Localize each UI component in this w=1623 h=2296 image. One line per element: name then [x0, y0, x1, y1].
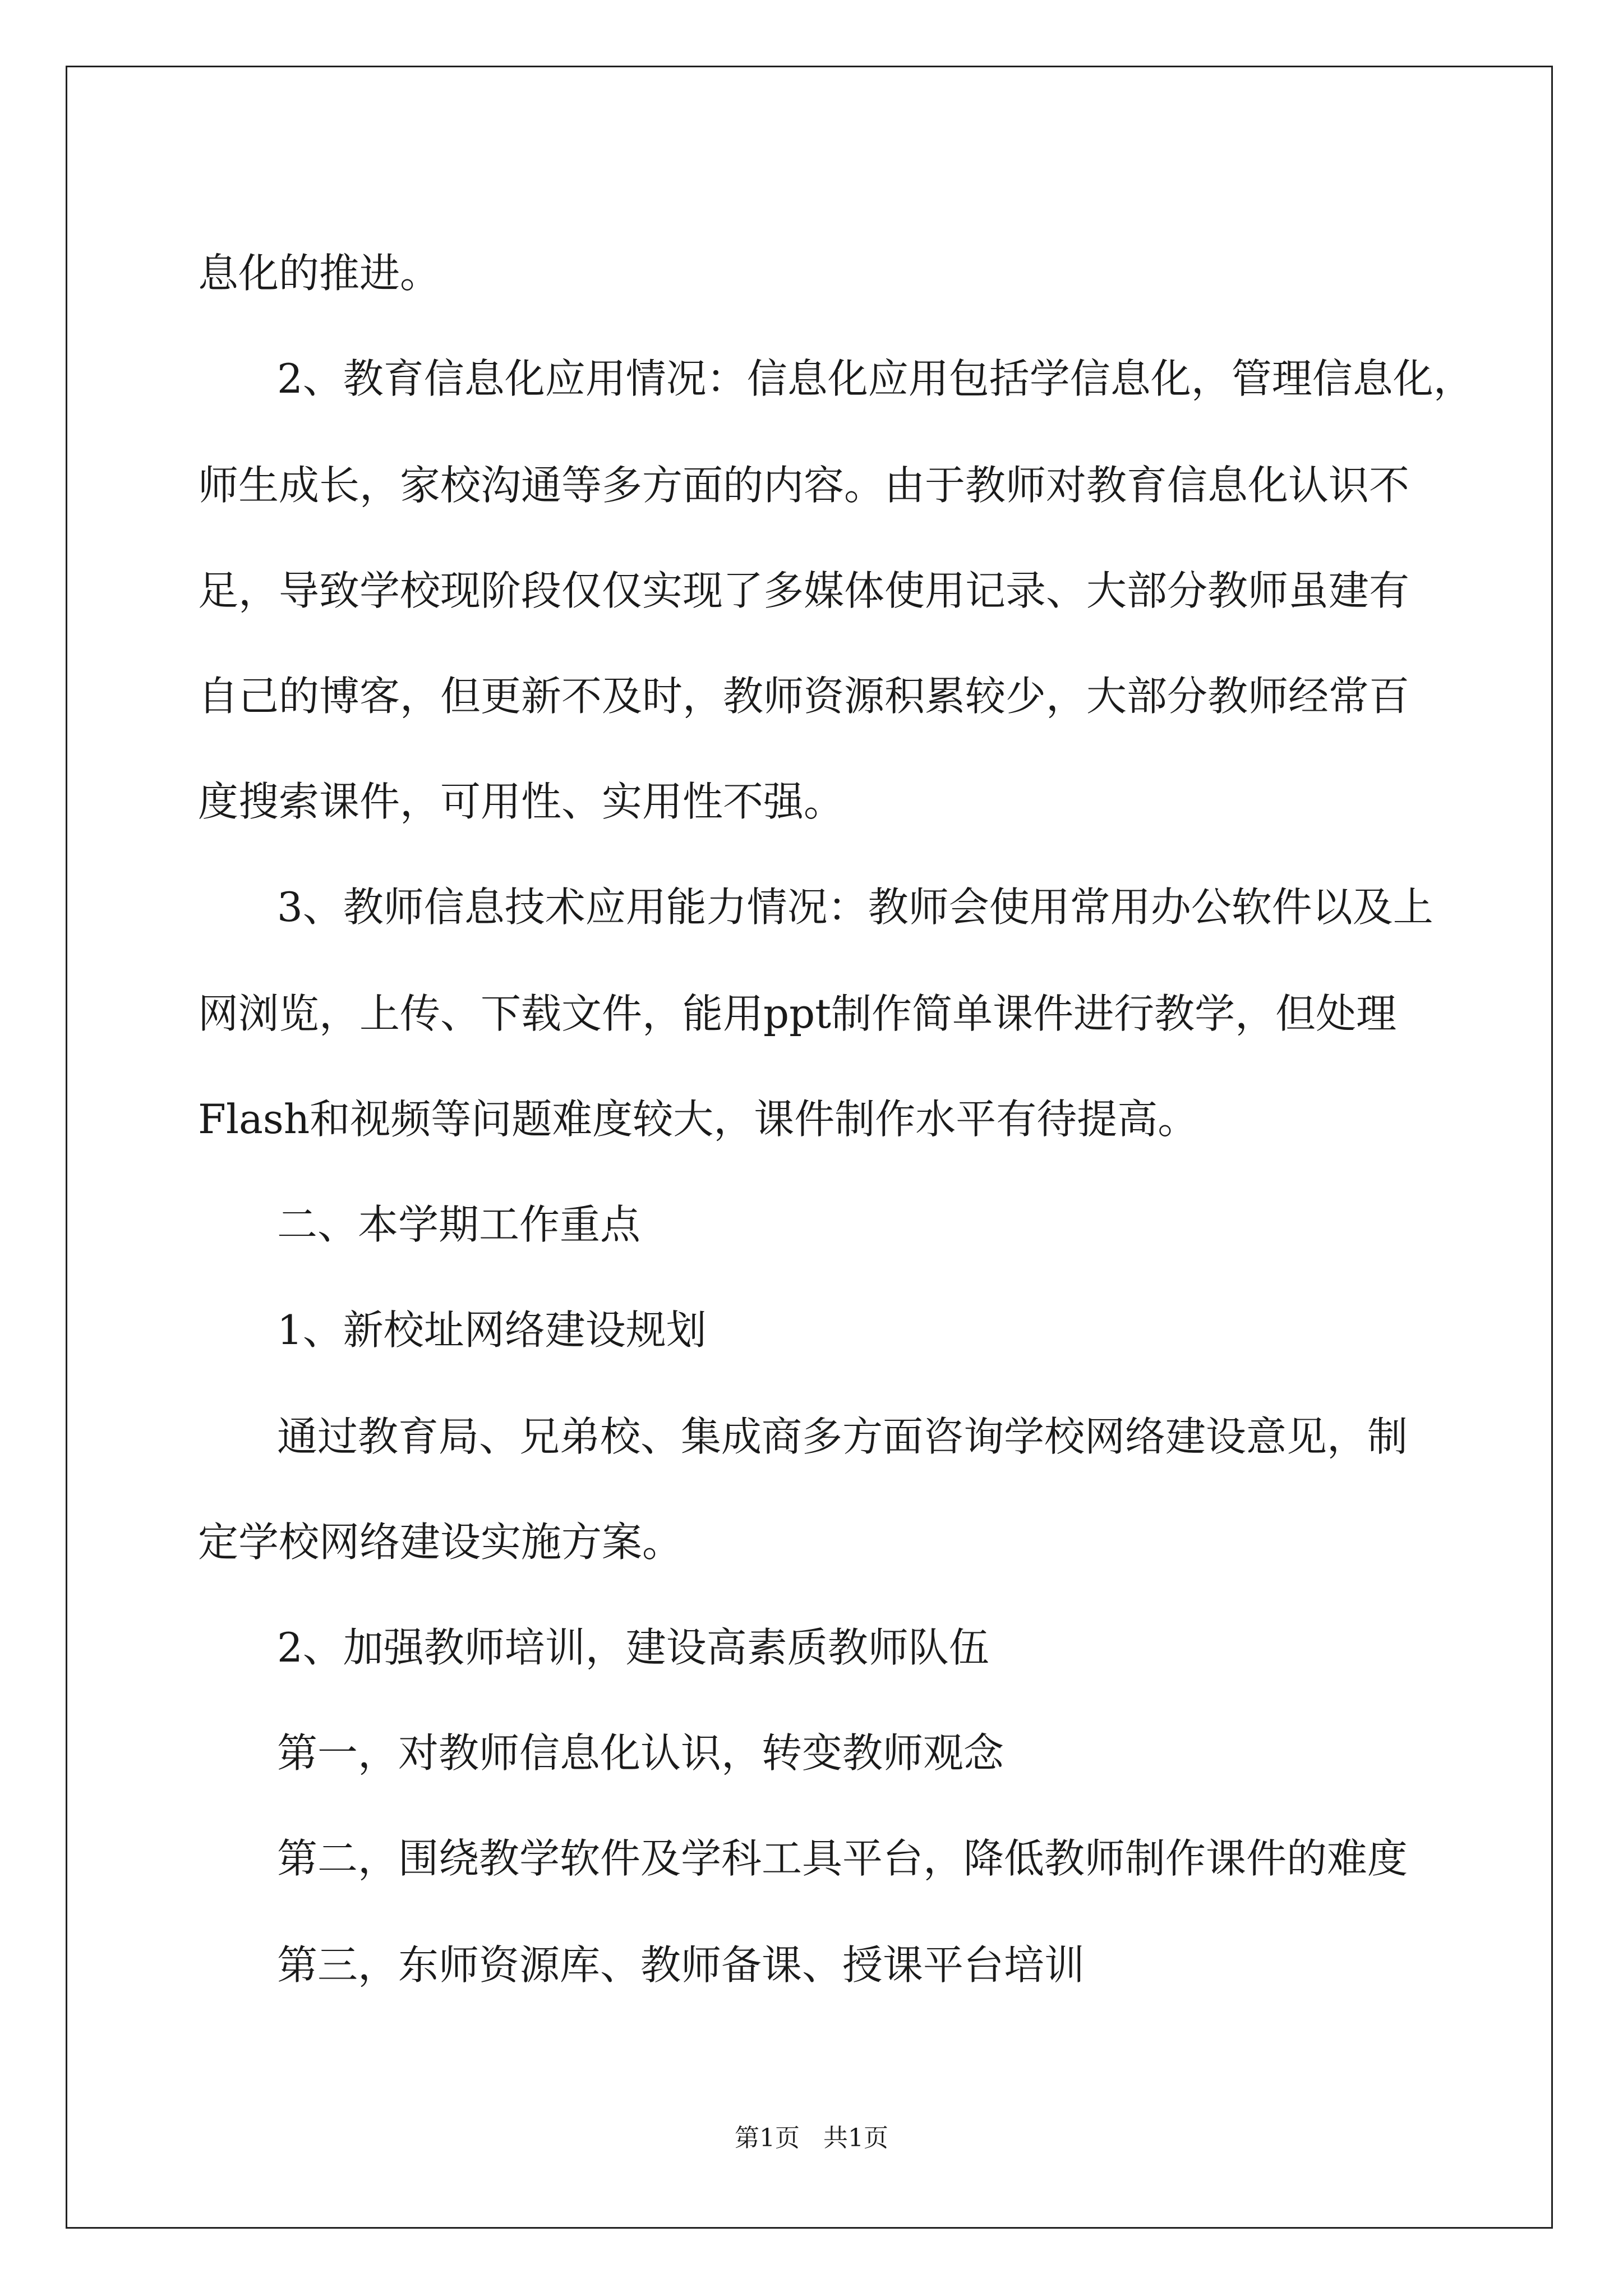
text-line: 度搜索课件，可用性、实用性不强。: [198, 778, 845, 825]
text-line: 网浏览，上传、下载文件，能用ppt制作简单课件进行教学，但处理: [198, 990, 1397, 1037]
page-number-footer: 第1页 共1页: [735, 2124, 888, 2152]
text-line: 第三，东师资源库、教师备课、授课平台培训: [277, 1941, 1085, 1989]
text-line: 第一，对教师信息化认识，转变教师观念: [277, 1729, 1004, 1777]
text-line: 2、教育信息化应用情况：信息化应用包括学信息化，管理信息化，: [277, 355, 1474, 402]
text-line: 定学校网络建设实施方案。: [198, 1519, 683, 1566]
text-line: 1、新校址网络建设规划: [277, 1306, 707, 1354]
text-line: 3、教师信息技术应用能力情况：教师会使用常用办公软件以及上: [277, 884, 1433, 931]
text-line: 师生成长，家校沟通等多方面的内容。由于教师对教育信息化认识不: [198, 462, 1410, 509]
text-line: 二、本学期工作重点: [277, 1201, 641, 1248]
text-line: 第二，围绕教学软件及学科工具平台，降低教师制作课件的难度: [277, 1835, 1408, 1882]
text-line: 2、加强教师培训，建设高素质教师队伍: [277, 1624, 989, 1671]
text-line: Flash和视频等问题难度较大，课件制作水平有待提高。: [198, 1096, 1198, 1143]
text-line: 自己的博客，但更新不及时，教师资源积累较少，大部分教师经常百: [198, 673, 1410, 720]
text-line: 足，导致学校现阶段仅仅实现了多媒体使用记录、大部分教师虽建有: [198, 567, 1410, 614]
text-line: 通过教育局、兄弟校、集成商多方面咨询学校网络建设意见，制: [277, 1413, 1408, 1460]
text-line: 息化的推进。: [198, 250, 441, 297]
